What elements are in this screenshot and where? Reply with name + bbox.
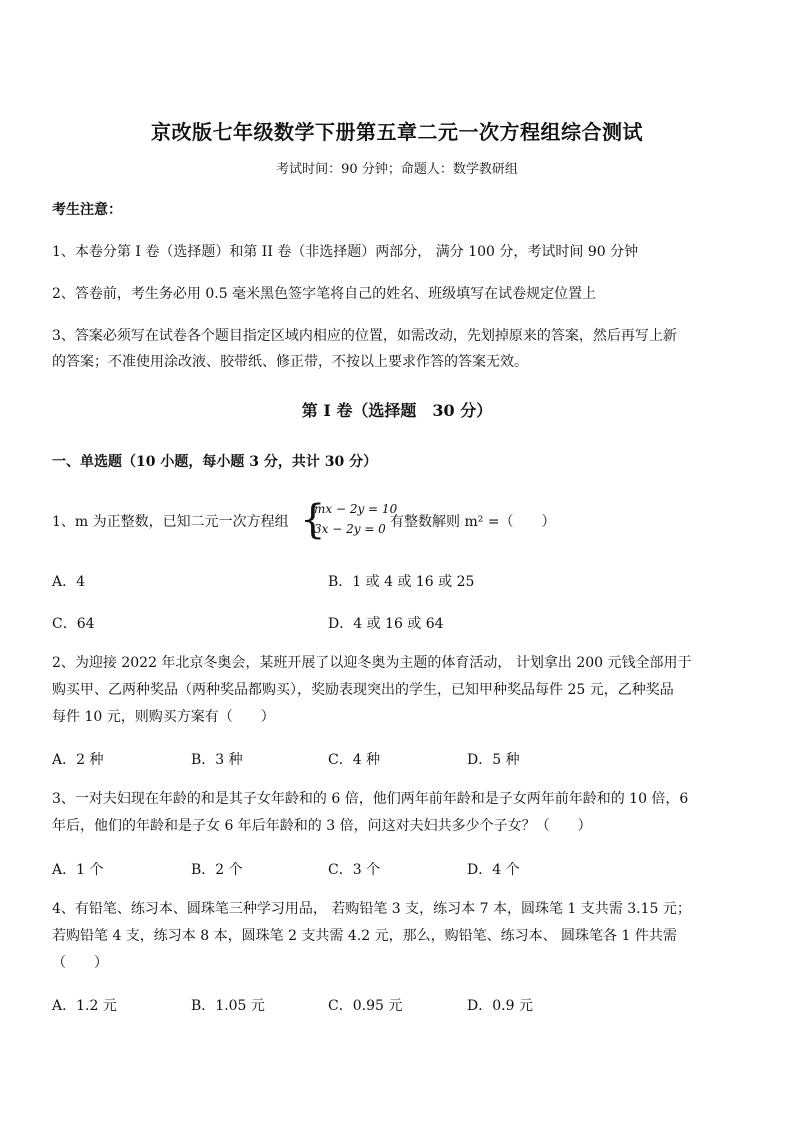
question-3-option-c[interactable]: C．3 个 <box>328 862 381 878</box>
notice-item-3-line-1: 3、答案必须写在试卷各个题目指定区域内相应的位置，如需改动，先划掉原来的答案，然后再写上新 <box>52 328 677 344</box>
question-2-option-a[interactable]: A．2 种 <box>52 752 104 768</box>
question-4-stem <box>52 896 742 977</box>
question-1-option-b[interactable]: B．1 或 4 或 16 或 25 <box>328 574 475 590</box>
notice-item-2: 2、答卷前，考生务必用 0.5 毫米黑色签字笔将自己的姓名、班级填写在试卷规定位置上 <box>52 286 597 302</box>
exam-title: 京改版七年级数学下册第五章二元一次方程组综合测试 <box>151 120 643 144</box>
question-2-option-b[interactable]: B．3 种 <box>191 752 243 768</box>
question-3-stem <box>52 786 742 840</box>
question-2-option-d[interactable]: D．5 种 <box>467 752 520 768</box>
question-4-line-1: 4、有铅笔、练习本、圆珠笔三种学习用品， 若购铅笔 3 支，练习本 7 本，圆珠笔 1 支共需 3.15 元； <box>52 901 691 917</box>
question-4-line-2: 若购铅笔 4 支，练习本 8 本，圆珠笔 2 支共需 4.2 元，那么，购铅笔、练习本、 圆珠笔各 1 件共需 <box>52 928 677 944</box>
question-1-option-d[interactable]: D．4 或 16 或 64 <box>328 616 444 632</box>
notice-item-3-line-2: 的答案；不准使用涂改液、胶带纸、修正带，不按以上要求作答的答案无效。 <box>52 354 528 370</box>
question-1-option-a[interactable]: A．4 <box>52 574 86 590</box>
question-2-stem <box>52 650 742 731</box>
question-2-option-c[interactable]: C．4 种 <box>328 752 381 768</box>
question-1-stem-end: 有整数解则 m² =（ ） <box>390 514 556 530</box>
question-2-line-3: 每件 10 元，则购买方案有（ ） <box>52 709 275 725</box>
question-2-line-2: 购买甲、乙两种奖品（两种奖品都购买），奖励表现突出的学生，已知甲种奖品每件 25 元，乙种奖品 <box>52 682 674 698</box>
question-4-option-a[interactable]: A．1.2 元 <box>52 998 117 1014</box>
notice-heading: 考生注意： <box>52 202 122 218</box>
section-title: 第 I 卷（选择题 30 分） <box>301 401 493 420</box>
question-4-option-b[interactable]: B．1.05 元 <box>191 998 265 1014</box>
part-heading: 一、单选题（10 小题，每小题 3 分，共计 30 分） <box>52 454 378 470</box>
question-4-line-3: （ ） <box>52 955 108 971</box>
question-1-stem-start: 1、m 为正整数，已知二元一次方程组 <box>52 514 289 530</box>
question-3-line-2: 年后，他们的年龄和是子女 6 年后年龄和的 3 倍，问这对夫妇共多少个子女？（ ） <box>52 818 592 834</box>
equation-1: mx − 2y = 10 <box>314 502 398 516</box>
question-3-option-a[interactable]: A．1 个 <box>52 862 104 878</box>
question-3-line-1: 3、一对夫妇现在年龄的和是其子女年龄和的 6 倍，他们两年前年龄和是子女两年前年龄和的 10 倍，6 <box>52 791 689 807</box>
brace-symbol: { <box>300 497 326 543</box>
question-3-option-b[interactable]: B．2 个 <box>191 862 243 878</box>
question-2-line-1: 2、为迎接 2022 年北京冬奥会，某班开展了以迎冬奥为主题的体育活动， 计划拿出 200 元钱全部用于 <box>52 655 692 671</box>
question-1-option-c[interactable]: C．64 <box>52 616 95 632</box>
notice-item-1: 1、本卷分第 I 卷（选择题）和第 II 卷（非选择题）两部分， 满分 100 分，考试时间 90 分钟 <box>52 244 639 260</box>
exam-subtitle: 考试时间：90 分钟；命题人：数学教研组 <box>276 162 518 177</box>
equation-system <box>300 497 398 543</box>
question-4-option-c[interactable]: C．0.95 元 <box>328 998 403 1014</box>
equation-2: 3x − 2y = 0 <box>314 522 386 536</box>
question-4-option-d[interactable]: D．0.9 元 <box>467 998 533 1014</box>
question-3-option-d[interactable]: D．4 个 <box>467 862 520 878</box>
